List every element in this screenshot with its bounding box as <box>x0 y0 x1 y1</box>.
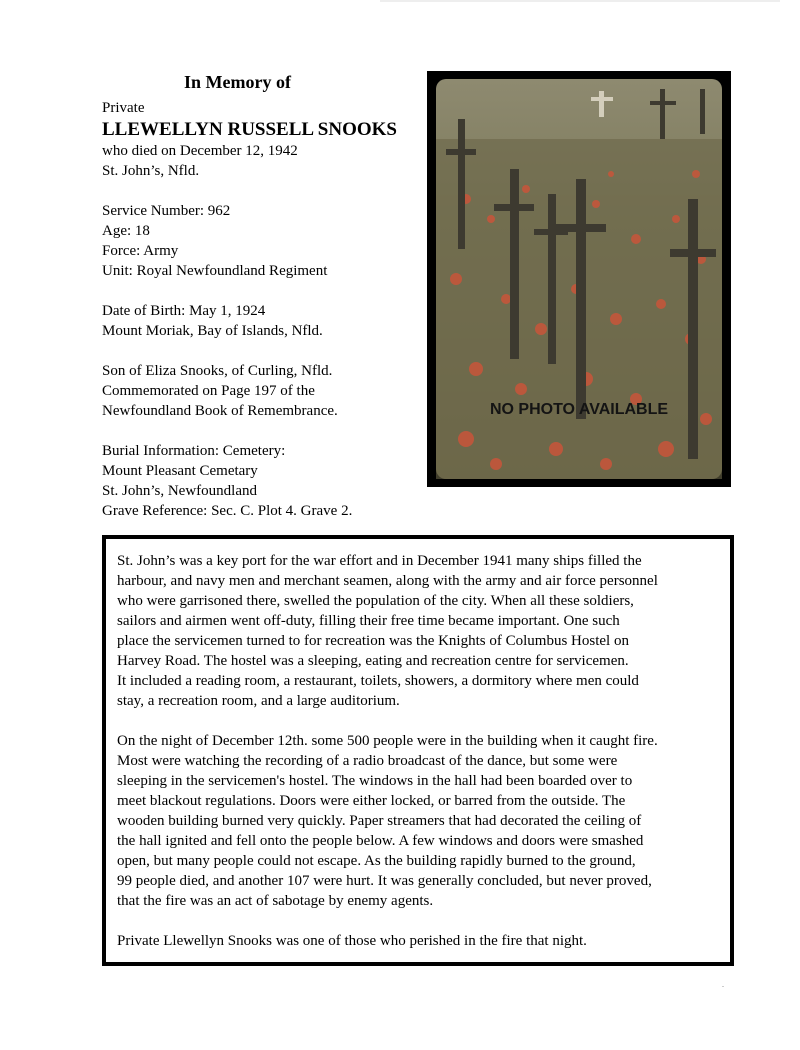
parent: Son of Eliza Snooks, of Curling, Nfld. <box>102 363 333 379</box>
memorial-heading: In Memory of <box>184 72 291 92</box>
story-paragraph-3: Private Llewellyn Snooks was one of those who perished in the fire that night. <box>117 933 587 949</box>
birth-place: Mount Moriak, Bay of Islands, Nfld. <box>102 323 323 339</box>
page-speck <box>722 986 724 987</box>
commemoration: Commemorated on Page 197 of the <box>102 383 315 399</box>
force: Force: Army <box>102 243 179 259</box>
death-date: who died on December 12, 1942 <box>102 143 298 159</box>
cemetery: Mount Pleasant Cemetary <box>102 463 258 479</box>
grave-reference: Grave Reference: Sec. C. Plot 4. Grave 2. <box>102 503 353 519</box>
rank: Private <box>102 100 145 116</box>
story-paragraph-1: St. John’s was a key port for the war effort and in December 1941 many ships filled the harbour, and navy men and merchant seamen, along with the army and air force personnel who were garrisoned there, swelled the population of the city. When all these soldiers, sailors and airmen went off-duty, filling their free time became important. One such place the servicemen turned to for recreation was the Knights of Columbus Hostel on Harvey Road. The hostel was a sleeping, eating and recreation centre for servicemen. It included a reading room, a restaurant, toilets, showers, a dormitory where men could stay, a recreation room, and a large auditorium. <box>117 553 658 709</box>
service-number: Service Number: 962 <box>102 203 231 219</box>
unit: Unit: Royal Newfoundland Regiment <box>102 263 328 279</box>
birth-date: Date of Birth: May 1, 1924 <box>102 303 266 319</box>
death-place: St. John’s, Nfld. <box>102 163 200 179</box>
remembrance-book: Newfoundland Book of Remembrance. <box>102 403 338 419</box>
top-divider <box>380 0 780 2</box>
story-box <box>102 535 734 966</box>
soldier-name: LLEWELLYN RUSSELL SNOOKS <box>102 119 397 140</box>
age: Age: 18 <box>102 223 150 239</box>
no-photo-caption: NO PHOTO AVAILABLE <box>489 401 669 418</box>
poppy-field-crosses-image <box>436 79 722 479</box>
memorial-info <box>102 70 422 521</box>
photo-placeholder <box>427 71 731 487</box>
burial-location: St. John’s, Newfoundland <box>102 483 257 499</box>
story-paragraph-2: On the night of December 12th. some 500 people were in the building when it caught fire. Most were watching the recording of a radio broadcast of the dance, but some were sleeping in the servicemen's hostel. The windows in the hall had been boarded over to meet blackout regulations. Doors were either locked, or barred from the outside. The wooden building burned very quickly. Paper streamers that had decorated the ceiling of the hall ignited and fell onto the people below. A few windows and doors were smashed open, but many people could not escape. As the building rapidly burned to the ground, 99 people died, and another 107 were hurt. It was generally concluded, but never proved, that the fire was an act of sabotage by enemy agents. <box>117 733 658 909</box>
burial-label: Burial Information: Cemetery: <box>102 443 286 459</box>
